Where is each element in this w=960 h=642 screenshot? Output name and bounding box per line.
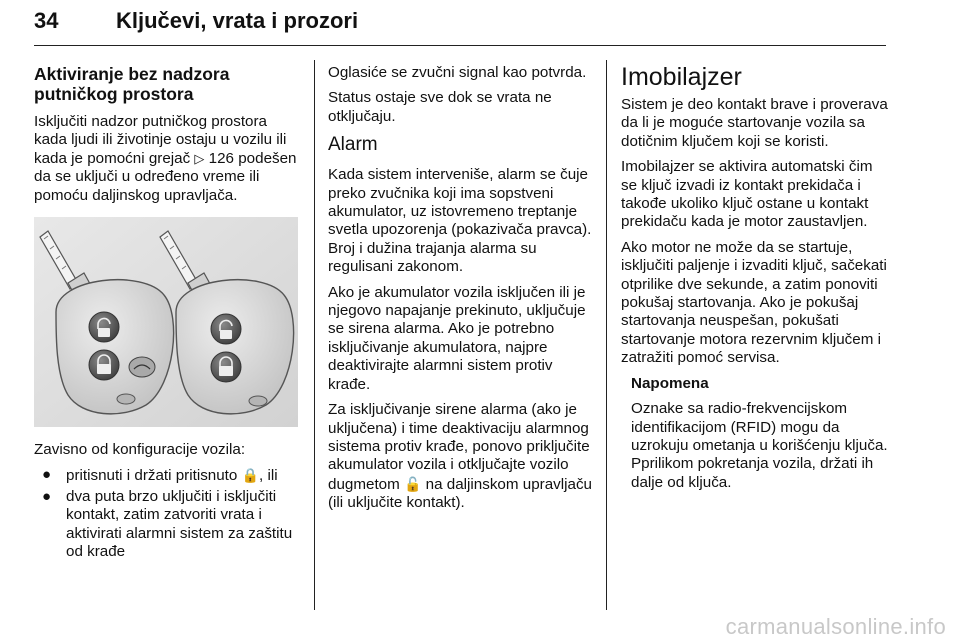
remote-key-illustration bbox=[34, 217, 298, 427]
middle-column bbox=[328, 64, 594, 520]
header-divider bbox=[34, 45, 886, 46]
left-column bbox=[34, 64, 302, 563]
list-item: ● dva puta brzo uključiti i isključiti kontakt, zatim zatvoriti vrata i aktivirati alarmni sistem za zaštitu od krađe bbox=[42, 487, 293, 561]
section-heading-interior-monitoring: Aktiviranje bez nadzora putničkog prostora bbox=[34, 64, 230, 104]
list-item: ● pritisnuti i držati pritisnuto 🔒, ili bbox=[42, 466, 278, 485]
bullet-icon: ● bbox=[42, 487, 52, 505]
paragraph: Isključiti nadzor putničkog prostora kada ljudi ili životinje ostaju u vozilu ili kada je pomoćni grejač ▷ 126 podešen da se uključi u određeno vreme ili pomoću daljinskog upravljača. bbox=[34, 113, 297, 204]
note-box bbox=[621, 375, 889, 492]
page-number: 34 bbox=[34, 8, 59, 33]
paragraph: Ako motor ne može da se startuje, isključiti paljenje i izvaditi ključ, sačekati otprilike dve sekunde, a zatim ponoviti pokušaj startovanja. Ako je pokušaj startovanja neuspešan, pokušati startovanje motora rezervnim ključem i zatražiti pomoć servisa. bbox=[621, 238, 887, 367]
watermark: carmanualsonline.info bbox=[725, 614, 946, 639]
paragraph: Status ostaje sve dok se vrata ne otključaju. bbox=[328, 89, 552, 125]
paragraph: Za isključivanje sirene alarma (ako je uključena) i time deaktivaciju alarmnog sistema protiv krađe, ponovo priključite akumulator vozila i otključajte vozilo dugmetom 🔓 na daljinskom upravljaču (ili uključite kontakt). bbox=[328, 401, 592, 512]
lock-icon: 🔒 bbox=[241, 467, 260, 484]
bullet-icon: ● bbox=[42, 466, 52, 484]
section-heading-alarm: Alarm bbox=[328, 134, 378, 156]
page-header bbox=[34, 8, 886, 48]
section-heading-immobiliser: Imobilajzer bbox=[621, 63, 742, 91]
page-reference-arrow-icon[interactable]: ▷ bbox=[194, 150, 205, 166]
paragraph: Kada sistem interveniše, alarm se čuje preko zvučnika koji ima sopstveni akumulator, uz istovremeno treptanje svetla upozorenja (pokazivača pravca). Broj i dužina trajanja alarma su regulisani zakonom. bbox=[328, 166, 592, 276]
page-title: Ključevi, vrata i prozori bbox=[116, 8, 359, 33]
column-divider-1 bbox=[314, 60, 315, 610]
note-text: Oznake sa radio-frekvencijskom identifikacijom (RFID) mogu da uzrokuju ometanja u korišćenju ključa. Pprilikom pokretanja vozila, držati ih dalje od ključa. bbox=[631, 400, 888, 491]
page-reference[interactable]: 126 bbox=[208, 149, 234, 167]
bullet-list bbox=[34, 466, 302, 561]
paragraph: Imobilajzer se aktivira automatski čim se ključ izvadi iz kontakt prekidača i takođe ukoliko ključ ostane u kontakt prekidaču kada je motor zaustavljen. bbox=[621, 158, 873, 231]
paragraph: Oglasiće se zvučni signal kao potvrda. bbox=[328, 64, 587, 81]
note-heading: Napomena bbox=[631, 374, 709, 392]
paragraph: Sistem je deo kontakt brave i proverava da li je moguće startovanje vozila sa dotičnim ključem koji se koristi. bbox=[621, 96, 888, 150]
unlock-icon: 🔓 bbox=[404, 475, 422, 492]
paragraph: Ako je akumulator vozila isključen ili je njegovo napajanje prekinuto, uključuje se sirena alarma. Ako je potrebno isključivanje akumulatora, najpre deaktivirajte alarmni sistem protiv krađe. bbox=[328, 283, 586, 393]
paragraph: Zavisno od konfiguracije vozila: bbox=[34, 441, 246, 459]
right-column bbox=[621, 64, 889, 499]
column-divider-2 bbox=[606, 60, 607, 610]
